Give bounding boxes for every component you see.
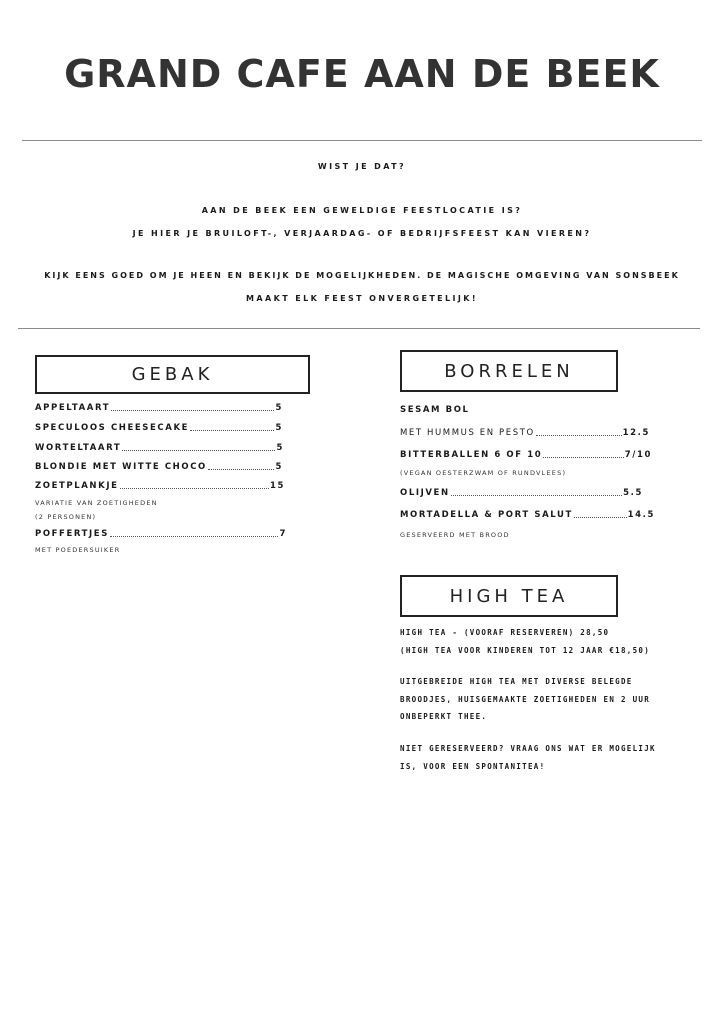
item-price: 5.5 [623,488,643,498]
menu-item-appeltaart [35,403,283,413]
item-price: 14.5 [627,510,655,520]
item-price: 15 [269,481,285,491]
item-name: BLONDIE MET WITTE CHOCO [35,462,207,472]
hightea-kids-line: (HIGH TEA VOOR KINDEREN TOT 12 JAAR €18,50) [400,646,651,655]
item-name: MET HUMMUS EN PESTO [400,428,535,438]
intro-divider [18,328,700,329]
menu-item-speculoos-cheesecake [35,423,283,433]
gebak-heading: GEBAK [35,355,310,394]
item-name: POFFERTJES [35,529,109,539]
menu-item-blondie [35,462,283,472]
menu-item-olijven [400,488,643,498]
item-price: 12.5 [622,428,650,438]
dot-leader [190,430,274,431]
bitterballen-note: (VEGAN OESTERZWAM OF RUNDVLEES) [400,469,567,477]
item-price: 5 [276,443,284,453]
intro-line-4: MAAKT ELK FEEST ONVERGETELIJK! [246,294,478,303]
dot-leader [111,410,274,411]
hightea-desc-line-1: UITGEBREIDE HIGH TEA MET DIVERSE BELEGDE [400,677,633,686]
dot-leader [122,450,275,451]
item-price: 5 [275,403,283,413]
borrelen-heading: BORRELEN [400,350,618,392]
item-name: APPELTAART [35,403,111,413]
sesam-bol-label [400,405,470,415]
intro-line-1: AAN DE BEEK EEN GEWELDIGE FEESTLOCATIE IS? [201,206,523,215]
item-price: 7/10 [624,450,652,460]
hightea-desc-line-3: ONBEPERKT THEE. [400,712,488,721]
item-name: OLIJVEN [400,488,450,498]
dot-leader [120,488,269,489]
dot-leader [110,536,279,537]
item-name: SPECULOOS CHEESECAKE [35,423,190,433]
item-name: BITTERBALLEN 6 OF 10 [400,450,543,460]
menu-item-bitterballen [400,450,652,460]
item-price: 5 [275,423,283,433]
item-name: WORTELTAART [35,443,122,453]
zoetplankje-persons: (2 PERSONEN) [35,513,97,521]
dot-leader [574,517,627,518]
dot-leader [451,495,622,496]
dot-leader [543,457,624,458]
menu-item-poffertjes [35,529,287,539]
menu-item-hummus-pesto [400,428,650,438]
item-name: MORTADELLA & PORT SALUT [400,510,573,520]
intro-heading: WIST JE DAT? [317,162,407,171]
intro-line-3: KIJK EENS GOED OM JE HEEN EN BEKIJK DE MOGELIJKHEDEN. DE MAGISCHE OMGEVING VAN SONSBEEK [44,271,680,280]
item-name: SESAM BOL [400,405,470,415]
menu-item-zoetplankje [35,481,285,491]
mortadella-note: GESERVEERD MET BROOD [400,531,510,539]
dot-leader [208,469,275,470]
zoetplankje-note: VARIATIE VAN ZOETIGHEDEN [35,499,158,507]
poffertjes-note: MET POEDERSUIKER [35,546,121,554]
menu-item-mortadella [400,510,655,520]
hightea-note-line-2: IS, VOOR EEN SPONTANITEA! [400,762,546,771]
page-title: GRAND CAFE AAN DE BEEK [64,52,660,96]
top-divider [22,140,702,141]
menu-item-worteltaart [35,443,284,453]
item-price: 7 [279,529,287,539]
hightea-note-line-1: NIET GERESERVEERD? VRAAG ONS WAT ER MOGELIJK [400,744,656,753]
intro-line-2: JE HIER JE BRUILOFT-, VERJAARDAG- OF BEDRIJFSFEEST KAN VIEREN? [132,229,592,238]
hightea-desc-line-2: BROODJES, HUISGEMAAKTE ZOETIGHEDEN EN 2 UUR [400,695,651,704]
dot-leader [536,435,622,436]
hightea-price-line: HIGH TEA - (VOORAF RESERVEREN) 28,50 [400,628,610,637]
item-price: 5 [275,462,283,472]
item-name: ZOETPLANKJE [35,481,119,491]
hightea-heading: HIGH TEA [400,575,618,617]
